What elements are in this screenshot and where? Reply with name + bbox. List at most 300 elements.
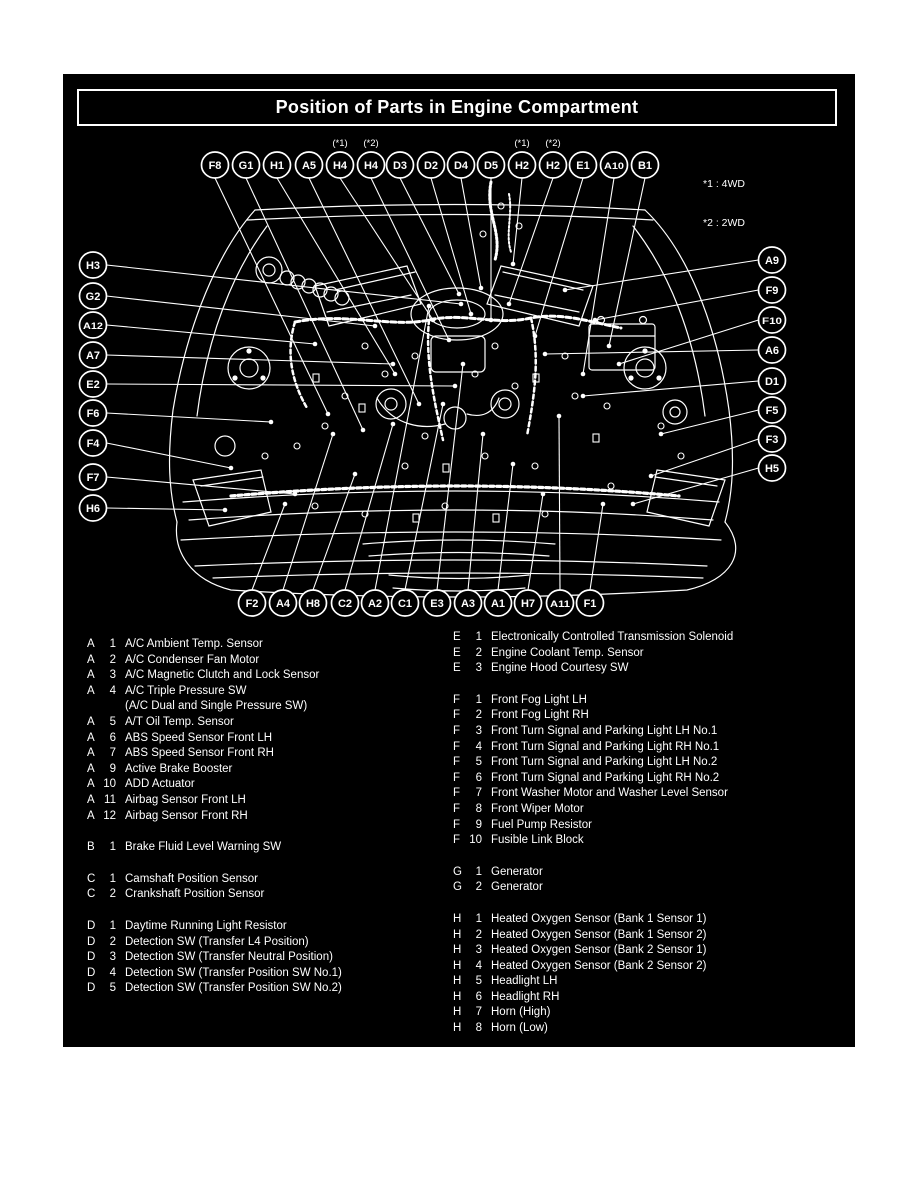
callout-label: A5 <box>301 159 317 172</box>
legend-column-left <box>87 637 449 997</box>
leader-endpoint <box>223 508 228 513</box>
callout-label: C1 <box>397 597 413 610</box>
legend-row <box>87 981 449 997</box>
callout-label: E2 <box>86 378 100 391</box>
legend-row <box>453 959 849 975</box>
callout-label: H7 <box>520 597 536 610</box>
legend-id-letter: A <box>87 747 95 760</box>
legend-part-name: Detection SW (Transfer Position SW No.1) <box>125 966 342 979</box>
callout-A4-bottom1 <box>270 432 336 616</box>
callout-F4-left6 <box>80 430 234 470</box>
legend-id-letter: H <box>453 1022 462 1035</box>
legend-row <box>87 793 449 809</box>
callout-label: H6 <box>85 502 101 515</box>
legend-id-number: 7 <box>475 1006 482 1019</box>
legend-part-name: Detection SW (Transfer Neutral Position) <box>125 951 333 964</box>
callout-annotation: (*1) <box>332 138 348 149</box>
callout-A9-right0 <box>563 247 786 292</box>
leader-endpoint <box>391 422 396 427</box>
leader-endpoint <box>427 304 432 309</box>
legend-row <box>87 715 449 731</box>
legend-id-number: 3 <box>109 951 116 964</box>
legend-id-number: 4 <box>475 740 482 753</box>
legend-part-name: Front Fog Light RH <box>491 709 589 722</box>
leader-endpoint <box>593 318 598 323</box>
leader-line <box>107 443 232 468</box>
legend-id-letter: F <box>453 740 461 753</box>
legend-part-name: Engine Coolant Temp. Sensor <box>491 646 644 659</box>
legend-row <box>453 865 849 881</box>
leader-line <box>215 178 328 414</box>
legend-row <box>453 630 849 646</box>
note-line-2: *2 : 2WD <box>703 217 746 229</box>
leader-line <box>661 410 759 434</box>
legend-id-letter: D <box>87 919 96 932</box>
legend-row <box>453 693 849 709</box>
legend-row <box>453 724 849 740</box>
legend-id-number: 9 <box>109 762 116 775</box>
callout-label: H1 <box>269 159 285 172</box>
callout-annotation: (*2) <box>545 138 561 149</box>
callout-label: A1 <box>490 597 506 610</box>
leader-line <box>107 265 462 304</box>
legend-id-number: 3 <box>475 662 482 675</box>
legend-id-letter: H <box>453 912 462 925</box>
callout-annotation: (*2) <box>363 138 379 149</box>
legend-part-name: Horn (High) <box>491 1006 551 1019</box>
callout-label: F5 <box>765 404 779 417</box>
legend-row <box>453 990 849 1006</box>
legend-row <box>87 684 449 700</box>
callout-H6-left8 <box>80 495 228 521</box>
legend-part-name: Heated Oxygen Sensor (Bank 2 Sensor 1) <box>491 944 707 957</box>
leader-endpoint <box>489 318 494 323</box>
callout-F8-top0 <box>202 152 331 416</box>
legend-section <box>87 637 449 824</box>
legend-id-letter: H <box>453 928 462 941</box>
legend-id-letter: F <box>453 771 461 784</box>
leader-endpoint <box>543 352 548 357</box>
legend-row <box>87 872 449 888</box>
leader-endpoint <box>459 302 464 307</box>
legend-part-name: Front Turn Signal and Parking Light LH No.1 <box>491 724 718 737</box>
callout-label: H2 <box>514 159 530 172</box>
legend-id-letter: A <box>87 653 95 666</box>
callout-label: A9 <box>764 254 780 267</box>
callout-label: H8 <box>305 597 321 610</box>
legend-id-letter: G <box>453 865 462 878</box>
callout-label: F4 <box>86 437 100 450</box>
leader-line <box>535 178 583 336</box>
legend-id-letter <box>87 699 100 715</box>
leader-line <box>107 384 456 386</box>
callout-F7-left7 <box>80 464 298 496</box>
callout-label: F6 <box>86 407 100 420</box>
leader-endpoint <box>353 472 358 477</box>
legend-row <box>453 740 849 756</box>
legend-part-name: Front Turn Signal and Parking Light RH No.2 <box>491 771 720 784</box>
leader-endpoint <box>331 432 336 437</box>
callout-C2-bottom3 <box>332 422 396 616</box>
legend-id-number: 2 <box>475 646 482 659</box>
callout-label: A12 <box>83 320 103 332</box>
legend-section <box>453 630 849 677</box>
legend-part-name: Fusible Link Block <box>491 834 584 847</box>
leader-line <box>619 320 759 364</box>
legend-id-letter: A <box>87 684 95 697</box>
callout-A3-bottom7 <box>455 432 486 616</box>
callout-label: F2 <box>245 597 259 610</box>
legend-row <box>87 935 449 951</box>
legend-id-number: 2 <box>475 928 482 941</box>
leader-endpoint <box>541 492 546 497</box>
leader-line <box>107 355 394 364</box>
legend-row <box>453 786 849 802</box>
legend-id-letter: H <box>453 990 462 1003</box>
callout-label: D5 <box>483 159 499 172</box>
legend-row <box>87 919 449 935</box>
callout-H2-top10 <box>509 138 536 266</box>
legend-part-name: Detection SW (Transfer L4 Position) <box>125 935 309 948</box>
legend-row <box>453 1005 849 1021</box>
legend-section <box>87 872 449 903</box>
legend-row <box>87 746 449 762</box>
callout-label: A3 <box>460 597 476 610</box>
legend-column-right <box>453 630 849 1037</box>
legend-part-name: A/T Oil Temp. Sensor <box>125 715 234 728</box>
leader-endpoint <box>313 342 318 347</box>
legend-part-name: Engine Hood Courtesy SW <box>491 662 629 675</box>
callout-label: B1 <box>637 159 653 172</box>
legend-id-letter: A <box>87 715 95 728</box>
leader-line <box>340 178 433 320</box>
callout-label: D3 <box>392 159 408 172</box>
leader-line <box>252 504 285 590</box>
legend-row <box>453 646 849 662</box>
legend-id-number: 2 <box>109 935 116 948</box>
legend-row <box>453 943 849 959</box>
legend-id-letter: A <box>87 778 95 791</box>
callout-label: H4 <box>363 159 379 172</box>
legend-id-letter: C <box>87 872 96 885</box>
callout-label: G1 <box>238 159 254 172</box>
legend-id-number: 1 <box>109 841 116 854</box>
legend-id-number: 2 <box>475 881 482 894</box>
leader-line <box>498 464 513 590</box>
callout-F6-left5 <box>80 400 274 426</box>
legend-id-letter: F <box>453 709 461 722</box>
callout-label: H3 <box>85 259 101 272</box>
legend-row <box>453 833 849 849</box>
legend-row <box>87 637 449 653</box>
legend-id-number: 2 <box>109 888 116 901</box>
legend-part-name: Front Washer Motor and Washer Level Sensor <box>491 787 728 800</box>
leader-line <box>461 178 481 288</box>
legend-id-letter: F <box>453 802 461 815</box>
legend-row <box>87 699 449 715</box>
legend-id-number: 1 <box>109 919 116 932</box>
legend-row <box>453 974 849 990</box>
leader-line <box>375 306 429 590</box>
legend-row <box>453 1021 849 1037</box>
leader-line <box>405 404 443 590</box>
callout-label: D2 <box>423 159 439 172</box>
leader-endpoint <box>457 292 462 297</box>
legend-id-letter: F <box>453 787 461 800</box>
engine-compartment-illustration <box>170 182 736 597</box>
legend-part-name: Detection SW (Transfer Position SW No.2) <box>125 982 342 995</box>
callout-E1-top12 <box>533 152 597 338</box>
callout-label: A11 <box>550 598 571 610</box>
leader-line <box>559 416 560 590</box>
legend-row <box>453 708 849 724</box>
legend-id-letter: G <box>453 881 462 894</box>
callout-label: A2 <box>367 597 383 610</box>
callout-label: E3 <box>430 597 444 610</box>
leader-endpoint <box>441 402 446 407</box>
legend-id-number: 10 <box>103 778 116 791</box>
callout-label: D1 <box>764 375 780 388</box>
legend-row <box>453 912 849 928</box>
legend-id-letter: F <box>453 693 461 706</box>
legend-part-name: Active Brake Booster <box>125 762 233 775</box>
callout-D4-top8 <box>448 152 484 290</box>
legend-id-number: 1 <box>109 638 116 650</box>
legend-part-name: A/C Triple Pressure SW <box>125 684 247 697</box>
legend-id-number: 9 <box>475 818 482 831</box>
leader-endpoint <box>283 502 288 507</box>
legend-part-name: Airbag Sensor Front LH <box>125 793 246 806</box>
legend-id-number: 10 <box>469 834 482 847</box>
leader-endpoint <box>479 286 484 291</box>
legend-row <box>87 653 449 669</box>
legend-id-letter: F <box>453 818 461 831</box>
drive-type-note <box>703 152 745 256</box>
callout-A2-bottom4 <box>362 304 432 616</box>
callout-D1-right4 <box>581 368 786 398</box>
leader-line <box>309 178 419 404</box>
legend-part-name: Crankshaft Position Sensor <box>125 888 265 901</box>
legend-row <box>87 966 449 982</box>
callout-label: G2 <box>85 290 101 303</box>
callout-label: A7 <box>85 349 101 362</box>
callout-label: E1 <box>576 159 590 172</box>
legend-id-letter: F <box>453 724 461 737</box>
legend-id-number: 4 <box>475 959 482 972</box>
legend-id-letter: H <box>453 944 462 957</box>
callout-A5-top3 <box>296 152 422 406</box>
leader-endpoint <box>447 338 452 343</box>
legend-id-number: 6 <box>109 731 116 744</box>
callout-A7-left3 <box>80 342 396 368</box>
callout-label: A6 <box>764 344 780 357</box>
legend-id-number: 3 <box>475 724 482 737</box>
leader-line <box>107 508 226 510</box>
legend-section <box>87 840 449 856</box>
callout-label: F1 <box>583 597 597 610</box>
leader-line <box>313 474 355 590</box>
legend-id-number: 4 <box>109 684 116 697</box>
legend-part-name: (A/C Dual and Single Pressure SW) <box>125 700 308 713</box>
legend-id-number: 1 <box>109 872 116 885</box>
leader-line <box>437 364 463 590</box>
leader-endpoint <box>391 362 396 367</box>
legend-id-number: 1 <box>475 865 482 878</box>
callout-label: A10 <box>604 160 624 172</box>
legend-part-name: Airbag Sensor Front RH <box>125 809 248 822</box>
legend-part-name: Daytime Running Light Resistor <box>125 919 287 932</box>
legend-id-letter: E <box>453 662 461 675</box>
legend-id-letter: A <box>87 809 95 822</box>
leader-endpoint <box>511 262 516 267</box>
callout-layer <box>80 138 786 616</box>
leader-line <box>345 424 393 590</box>
leader-endpoint <box>607 344 612 349</box>
legend-id-number: 3 <box>475 944 482 957</box>
legend-part-name: ADD Actuator <box>125 778 195 791</box>
leader-line <box>107 477 296 494</box>
leader-endpoint <box>417 402 422 407</box>
leader-endpoint <box>507 302 512 307</box>
legend-id-number: 1 <box>475 631 482 643</box>
leader-line <box>371 178 449 340</box>
callout-label: F9 <box>765 284 779 297</box>
legend-id-letter: A <box>87 793 95 806</box>
legend-row <box>87 840 449 856</box>
page-title: Position of Parts in Engine Compartment <box>275 97 639 117</box>
callout-label: F3 <box>765 433 779 446</box>
leader-endpoint <box>617 362 622 367</box>
leader-endpoint <box>269 420 274 425</box>
legend-part-name: Horn (Low) <box>491 1022 548 1035</box>
legend-id-letter: C <box>87 888 96 901</box>
leader-endpoint <box>557 414 562 419</box>
legend-section <box>453 865 849 896</box>
leader-endpoint <box>601 502 606 507</box>
title-banner <box>77 89 837 126</box>
legend-part-name: Fuel Pump Resistor <box>491 818 592 831</box>
legend-row <box>87 887 449 903</box>
legend-part-name: ABS Speed Sensor Front LH <box>125 731 273 744</box>
legend-id-letter: E <box>453 631 461 643</box>
legend-id-letter: H <box>453 975 462 988</box>
legend-part-name: Front Turn Signal and Parking Light LH No.2 <box>491 756 718 769</box>
legend-row <box>87 668 449 684</box>
legend-row <box>87 777 449 793</box>
legend-part-name: Generator <box>491 881 543 894</box>
legend-row <box>453 661 849 677</box>
legend-part-name: Heated Oxygen Sensor (Bank 1 Sensor 2) <box>491 928 707 941</box>
leader-endpoint <box>533 334 538 339</box>
callout-label: C2 <box>337 597 353 610</box>
legend-id-letter: F <box>453 834 461 847</box>
legend-part-name: Camshaft Position Sensor <box>125 872 258 885</box>
legend-part-name: ABS Speed Sensor Front RH <box>125 747 274 760</box>
leader-endpoint <box>563 288 568 293</box>
legend-part-name: Headlight RH <box>491 990 560 1003</box>
leader-line <box>107 325 316 344</box>
legend-id-number: 2 <box>475 709 482 722</box>
legend-id-letter: E <box>453 646 461 659</box>
legend-row <box>453 771 849 787</box>
legend-row <box>87 731 449 747</box>
leader-endpoint <box>511 462 516 467</box>
legend-section <box>453 912 849 1037</box>
legend-id-number: 5 <box>109 715 116 728</box>
legend-section <box>453 693 849 849</box>
callout-label: H4 <box>332 159 348 172</box>
leader-endpoint <box>326 412 331 417</box>
legend-part-name: Generator <box>491 865 543 878</box>
legend-id-letter: A <box>87 669 95 682</box>
leader-endpoint <box>469 312 474 317</box>
legend-row <box>87 809 449 825</box>
leader-endpoint <box>659 432 664 437</box>
leader-endpoint <box>431 318 436 323</box>
legend-section <box>87 919 449 997</box>
callout-label: A4 <box>275 597 291 610</box>
legend-id-number: 11 <box>104 793 116 806</box>
legend-part-name: Front Turn Signal and Parking Light RH No.1 <box>491 740 720 753</box>
legend-row <box>87 762 449 778</box>
legend-row <box>453 880 849 896</box>
legend-id-number: 12 <box>103 809 116 822</box>
leader-endpoint <box>229 466 234 471</box>
legend-id-letter: B <box>87 841 95 854</box>
legend-id-letter: H <box>453 1006 462 1019</box>
leader-endpoint <box>631 502 636 507</box>
callout-B1-top14 <box>607 152 659 348</box>
legend-id-letter: H <box>453 959 462 972</box>
legend-id-number: 7 <box>475 787 482 800</box>
legend-id-letter: A <box>87 638 95 650</box>
legend-id-letter: D <box>87 935 96 948</box>
legend-row <box>453 818 849 834</box>
callout-label: F8 <box>208 159 222 172</box>
leader-line <box>400 178 459 294</box>
legend-id-number: 3 <box>109 669 116 682</box>
legend-id-letter: D <box>87 951 96 964</box>
legend-id-number: 8 <box>475 1022 482 1035</box>
leader-line <box>590 504 603 590</box>
leader-endpoint <box>581 394 586 399</box>
leader-line <box>651 439 759 476</box>
legend-part-name: Electronically Controlled Transmission Solenoid <box>491 631 734 643</box>
callout-A11-bottom10 <box>547 414 574 616</box>
diagram-board <box>63 74 855 1047</box>
callout-label: F10 <box>762 315 782 327</box>
callout-F9-right1 <box>593 277 786 322</box>
legend-id-letter: F <box>453 756 461 769</box>
legend-part-name: A/C Ambient Temp. Sensor <box>125 638 263 650</box>
callout-F1-bottom11 <box>577 502 606 616</box>
leader-endpoint <box>481 432 486 437</box>
leader-endpoint <box>461 362 466 367</box>
legend-id-number: 1 <box>475 912 482 925</box>
callout-label: H5 <box>764 462 780 475</box>
legend-row <box>453 928 849 944</box>
leader-line <box>633 468 759 504</box>
callout-annotation: (*1) <box>514 138 530 149</box>
legend-id-letter: D <box>87 982 96 995</box>
leader-line <box>513 178 522 264</box>
note-line-1: *1 : 4WD <box>703 178 746 190</box>
leader-line <box>565 260 759 290</box>
leader-line <box>468 434 483 590</box>
callout-H1-top2 <box>264 152 398 376</box>
legend-id-number: 8 <box>475 802 482 815</box>
legend-row <box>87 950 449 966</box>
